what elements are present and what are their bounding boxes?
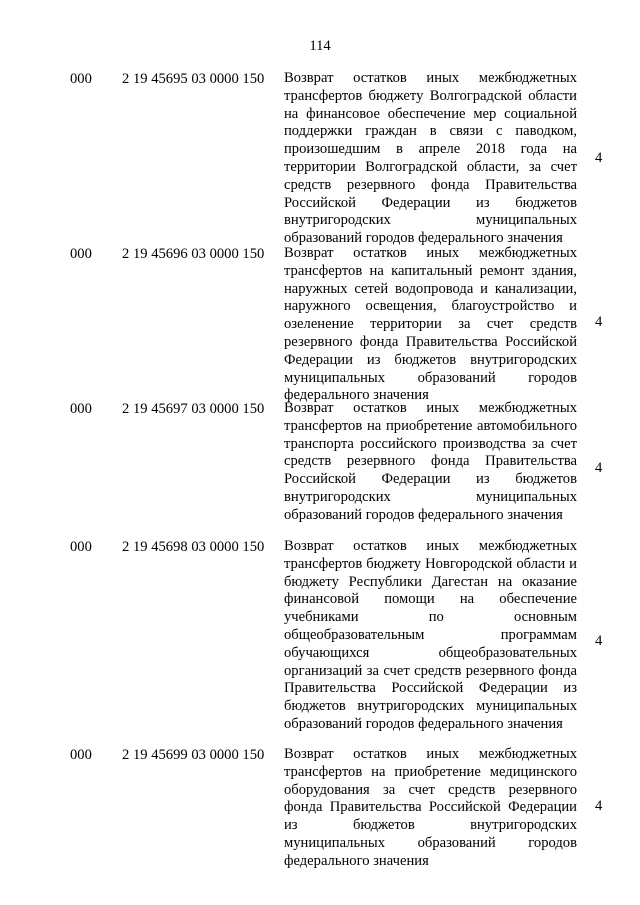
level-value: 4 [595,460,603,476]
budget-entry-45698 [0,538,640,743]
admin-code: 000 [70,71,92,87]
budget-entry-45697 [0,400,640,537]
level-value: 4 [595,314,603,330]
budget-classification-code: 2 19 45697 03 0000 150 [122,401,265,417]
admin-code: 000 [70,246,92,262]
admin-code: 000 [70,401,92,417]
entry-description: Возврат остатков иных межбюджетных трансфертов на капитальный ремонт здания, наружных сетей водопровода и канализации, наружного освещения, благоустройство и озеленение территории за счет средств резервного фонда Правительства Российской Федерации из бюджетов внутригородских муниципальных образований городов федерального значения [284,245,577,404]
admin-code: 000 [70,539,92,555]
entry-description: Возврат остатков иных межбюджетных трансфертов на приобретение автомобильного транспорта российского производства за счет средств резервного фонда Правительства Российской Федерации из бюджетов внутригородских муниципальных образований городов федерального значения [284,400,577,523]
budget-classification-code: 2 19 45696 03 0000 150 [122,246,265,262]
budget-entry-45699 [0,746,640,886]
level-value: 4 [595,633,603,649]
budget-classification-code: 2 19 45699 03 0000 150 [122,747,265,763]
budget-classification-code: 2 19 45698 03 0000 150 [122,539,265,555]
budget-entry-45695 [0,70,640,247]
entry-description: Возврат остатков иных межбюджетных трансфертов на приобретение медицинского оборудования за счет средств резервного фонда Правительства Российской Федерации из бюджетов внутригородских муниципальных образований городов федерального значения [284,746,577,869]
page-number: 114 [309,38,331,54]
budget-classification-code: 2 19 45695 03 0000 150 [122,71,265,87]
entry-description: Возврат остатков иных межбюджетных трансфертов бюджету Волгоградской области на финансовое обеспечение мер социальной поддержки граждан в связи с паводком, произошедшим в апреле 2018 года на территории Волгоградской области, за счет средств резервного фонда Правительства Российской Федерации из бюджетов внутригородских муниципальных образований городов федерального значения [284,70,577,247]
level-value: 4 [595,798,603,814]
admin-code: 000 [70,747,92,763]
budget-entry-45696 [0,245,640,404]
level-value: 4 [595,150,603,166]
entry-description: Возврат остатков иных межбюджетных трансфертов бюджету Новгородской области и бюджету Республики Дагестан на оказание финансовой помощи на обеспечение учебниками по основным общеобразовательным программам обучающихся общеобразовательных организаций за счет средств резервного фонда Правительства Российской Федерации из бюджетов внутригородских муниципальных образований городов федерального значения [284,538,577,732]
